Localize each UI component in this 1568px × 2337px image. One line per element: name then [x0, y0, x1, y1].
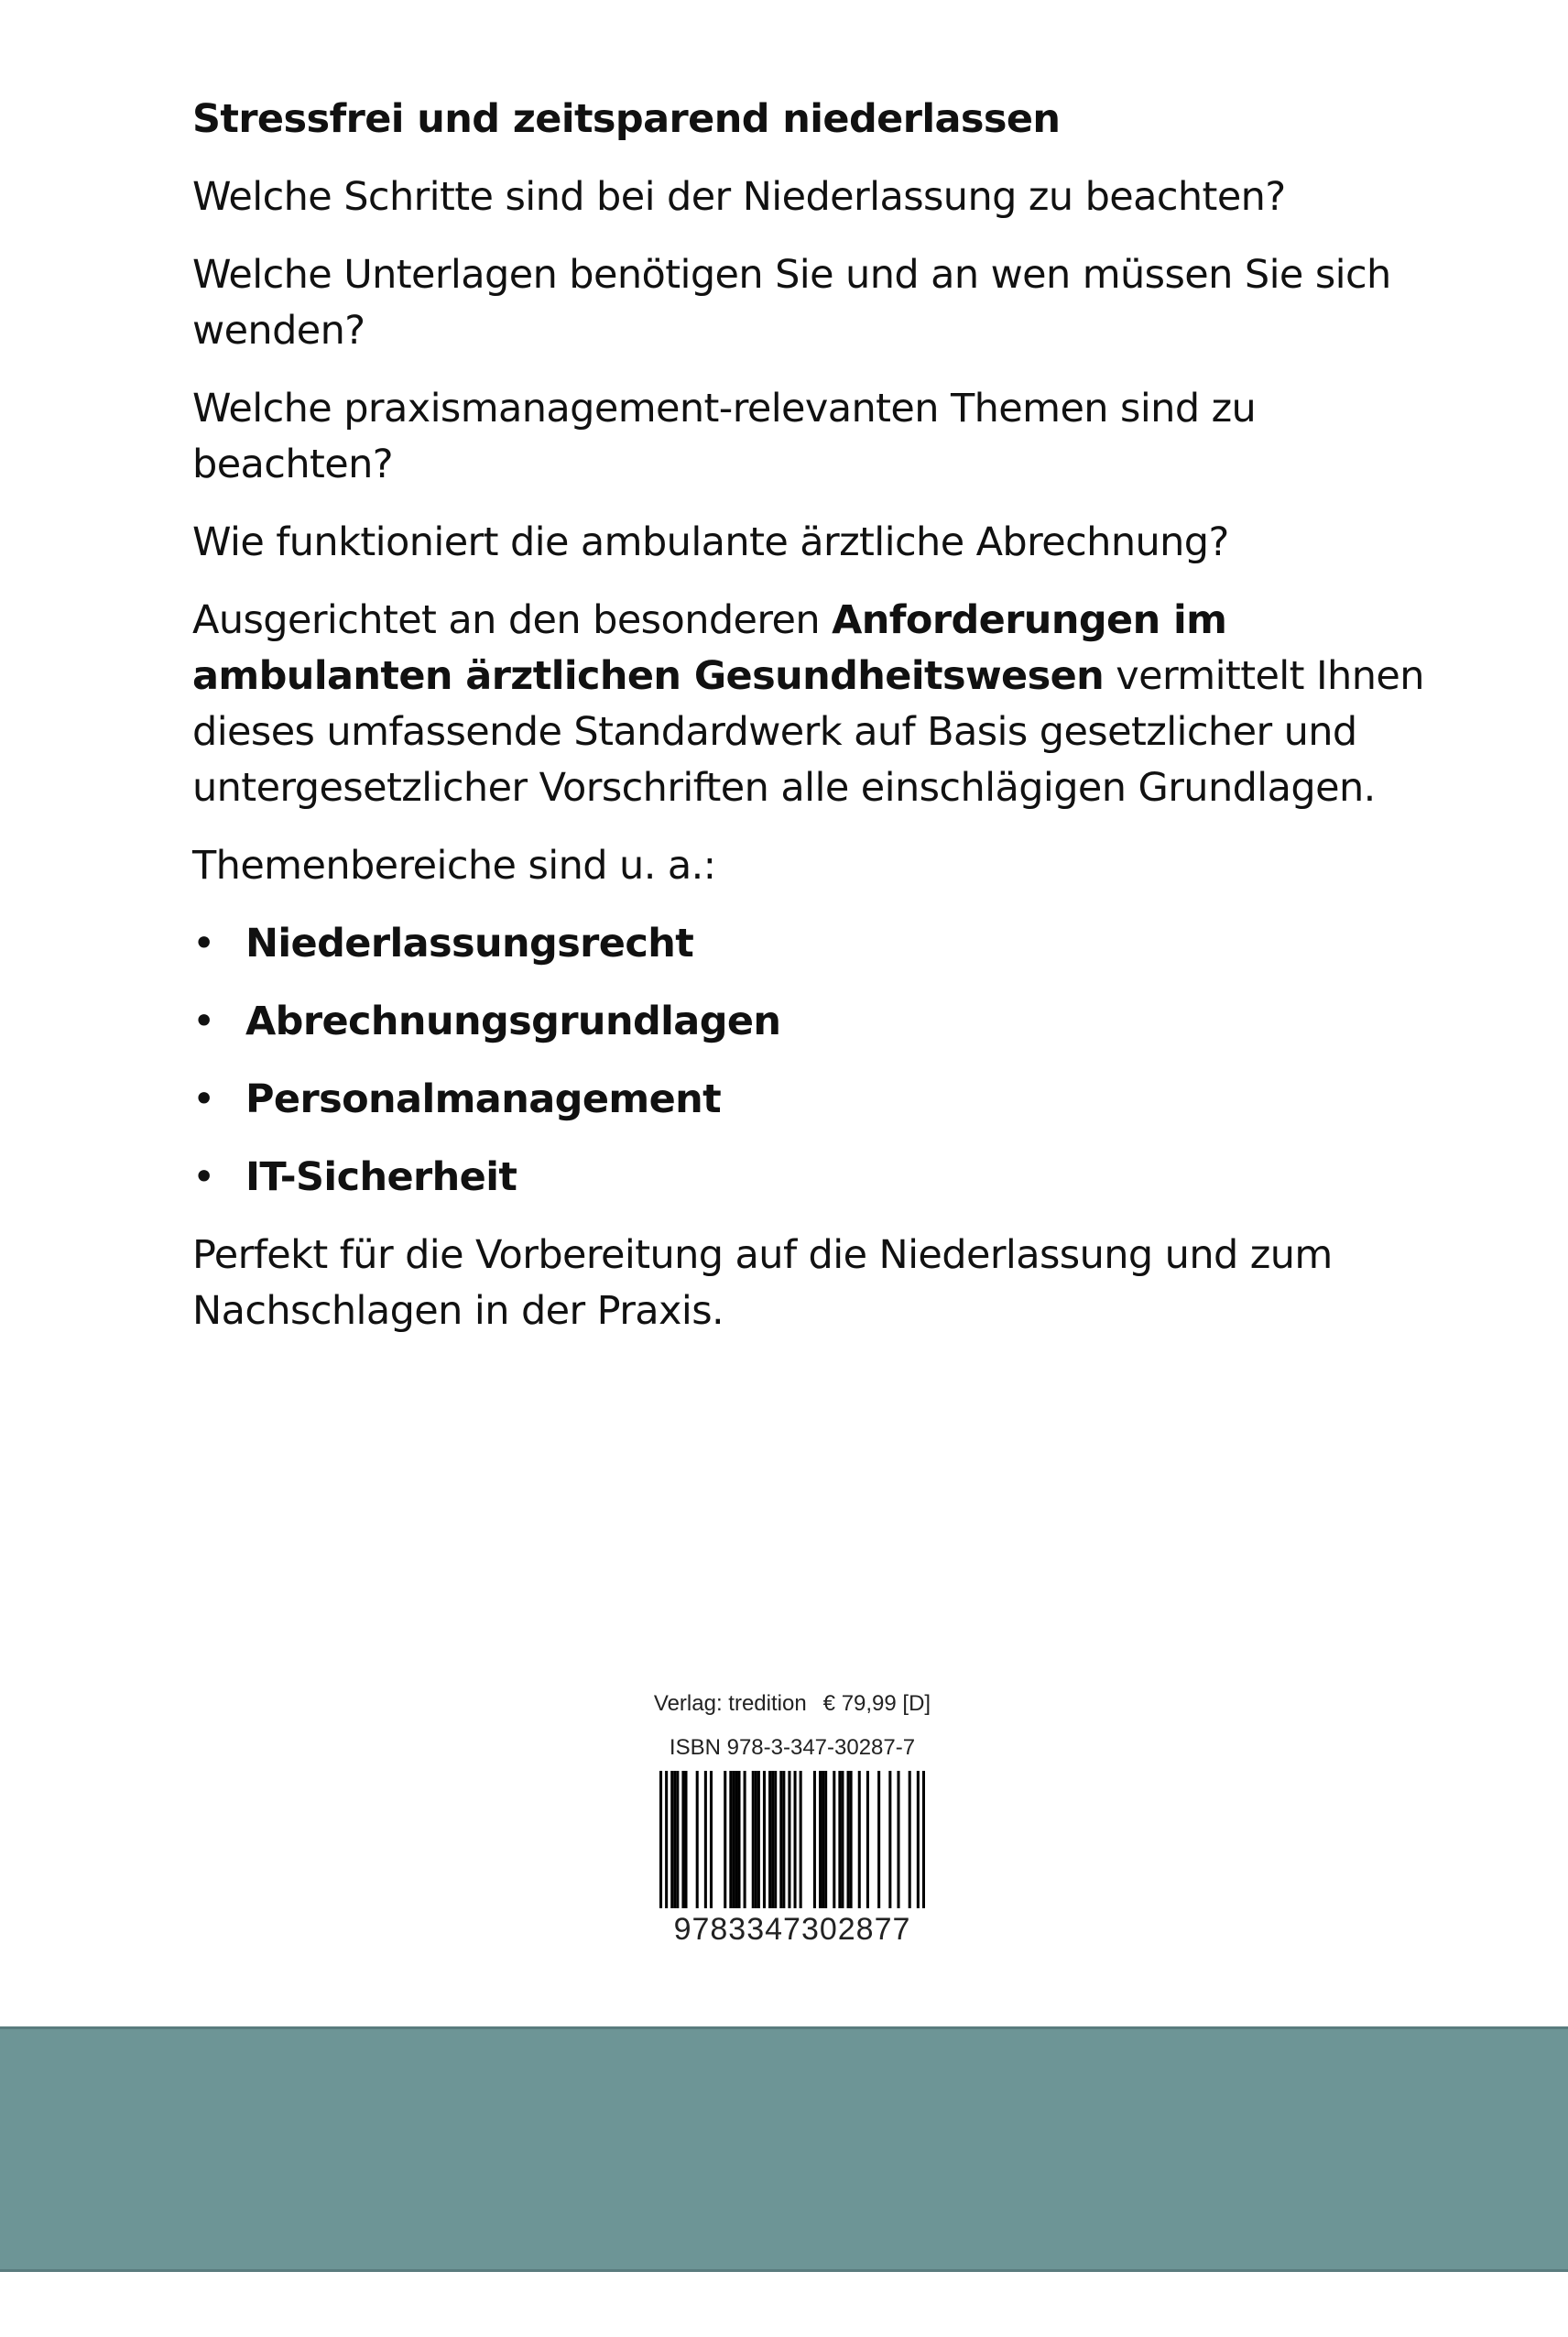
publisher-price-line	[641, 1690, 943, 1718]
price-label: € 79,99 [D]	[822, 1691, 931, 1716]
barcode-bar	[732, 1771, 735, 1908]
question-billing: Wie funktioniert die ambulante ärztliche Abrechnung?	[192, 519, 1229, 565]
topics-list	[192, 916, 1438, 1206]
barcode-bar	[755, 1771, 757, 1908]
barcode-bar	[681, 1771, 684, 1908]
list-item	[192, 916, 1438, 972]
topics-intro: Themenbereiche sind u. a.:	[192, 843, 716, 889]
closing-paragraph: Perfekt für die Vorbereitung auf die Niederlassung und zum Nachschlagen in der Praxis.	[192, 1232, 1333, 1334]
barcode-bar	[819, 1771, 822, 1908]
barcode-bar	[659, 1771, 662, 1908]
bullet-icon: •	[192, 921, 215, 966]
barcode-bar	[729, 1771, 732, 1908]
cover-heading: Stressfrei und zeitsparend niederlassen	[192, 96, 1061, 142]
barcode-bar	[744, 1771, 746, 1908]
barcode-bar	[824, 1771, 827, 1908]
barcode-bar	[833, 1771, 835, 1908]
barcode-bar	[850, 1771, 853, 1908]
bullet-icon: •	[192, 999, 215, 1044]
description-lead: Ausgerichtet an den besonderen	[192, 597, 833, 643]
barcode-bar	[670, 1771, 673, 1908]
barcode-bar	[665, 1771, 668, 1908]
barcode-bar	[684, 1771, 687, 1908]
barcode-bar	[768, 1771, 771, 1908]
barcode-bar	[763, 1771, 766, 1908]
description-emphasis: Anforderungen im ambulanten ärztlichen Gesundheitswesen	[192, 597, 1227, 699]
description-rest: vermittelt Ihnen dieses umfassende Standardwerk auf Basis gesetzlicher und untergesetzlicher Vorschriften alle einschlägigen Grundlagen.	[192, 653, 1424, 811]
topic-label: IT-Sicherheit	[245, 1154, 517, 1200]
isbn-label: ISBN 978-3-347-30287-7	[669, 1735, 916, 1760]
question-practice-management: Welche praxismanagement-relevanten Themen sind zu beachten?	[192, 386, 1257, 487]
barcode-bar	[782, 1771, 785, 1908]
barcode-bar	[800, 1771, 802, 1908]
barcode-bar	[917, 1771, 920, 1908]
barcode-bar	[841, 1771, 844, 1908]
topic-label: Niederlassungsrecht	[245, 921, 694, 966]
question-steps: Welche Schritte sind bei der Niederlassung zu beachten?	[192, 174, 1286, 220]
barcode-icon	[659, 1771, 925, 1908]
barcode-bar	[771, 1771, 774, 1908]
barcode-block	[641, 1690, 943, 1947]
bullet-icon: •	[192, 1076, 215, 1122]
barcode-bar	[922, 1771, 925, 1908]
list-item	[192, 994, 1438, 1050]
topic-label: Personalmanagement	[245, 1076, 722, 1122]
question-documents: Welche Unterlagen benötigen Sie und an wen müssen Sie sich wenden?	[192, 252, 1391, 354]
barcode-bar	[813, 1771, 816, 1908]
barcode-bar	[866, 1771, 869, 1908]
footer-color-band	[0, 2026, 1568, 2272]
barcode-bar	[735, 1771, 737, 1908]
barcode-bar	[710, 1771, 713, 1908]
list-item	[192, 1072, 1438, 1128]
list-item	[192, 1150, 1438, 1206]
barcode-bar	[752, 1771, 755, 1908]
barcode-bar	[774, 1771, 777, 1908]
barcode-bar	[877, 1771, 880, 1908]
barcode-bar	[779, 1771, 782, 1908]
barcode-bar	[909, 1771, 911, 1908]
barcode-bar	[673, 1771, 676, 1908]
barcode-bar	[724, 1771, 726, 1908]
barcode-bar	[822, 1771, 824, 1908]
barcode-bar	[757, 1771, 760, 1908]
bullet-icon: •	[192, 1154, 215, 1200]
description-paragraph	[192, 593, 1438, 816]
barcode-bar	[847, 1771, 850, 1908]
barcode-bar	[737, 1771, 740, 1908]
publisher-label: Verlag: tredition	[653, 1691, 807, 1716]
barcode-bar	[788, 1771, 790, 1908]
barcode-bar	[794, 1771, 797, 1908]
barcode-bar	[888, 1771, 891, 1908]
barcode-bar	[676, 1771, 679, 1908]
barcode-bar	[838, 1771, 841, 1908]
ean-number: 9783347302877	[673, 1912, 911, 1947]
barcode-bar	[704, 1771, 707, 1908]
barcode-bar	[858, 1771, 861, 1908]
barcode-bar	[897, 1771, 899, 1908]
topic-label: Abrechnungsgrundlagen	[245, 999, 781, 1044]
back-cover-text	[192, 92, 1438, 1339]
barcode-bar	[696, 1771, 699, 1908]
